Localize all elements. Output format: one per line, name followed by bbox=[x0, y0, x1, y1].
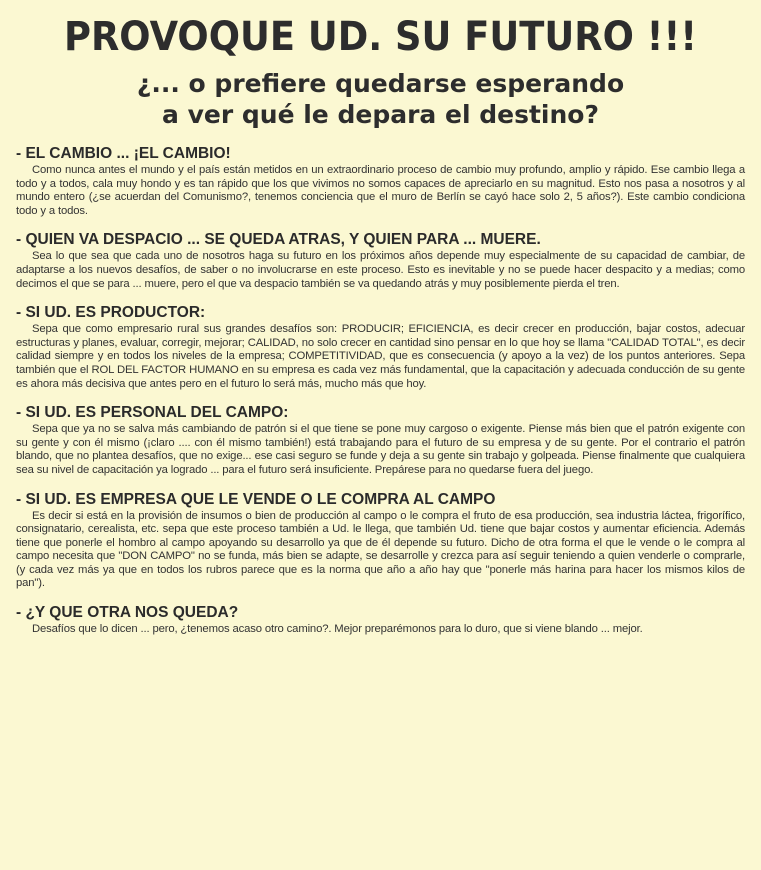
subheadline-line-2: a ver qué le depara el destino? bbox=[162, 100, 599, 129]
section-title: - SI UD. ES PRODUCTOR: bbox=[16, 304, 206, 322]
section-productor bbox=[16, 303, 745, 391]
section-personal-del-campo bbox=[16, 403, 745, 477]
section-title: - SI UD. ES PERSONAL DEL CAMPO: bbox=[16, 404, 289, 422]
section-body: Es decir si está en la provisión de insumos o bien de producción al campo o le compra el fruto de esa producción, sea industria láctea, frigorífico, consignatario, cerealista, etc. sepa que este proceso también a Ud. le llega, que también Ud. tiene que bajar costos y aumentar eficiencia. Además tiene que ponerle el hombro al campo apoyando su desarrollo ya que de él depende su futuro. Dicho de otra forma el que le vende o le compra al campo necesita que "DON CAMPO" no se funda, más bien se adapte, se desarrolle y crezca para así seguir teniendo a quien venderle o comprarle, (y cada vez más ya que en todos los rubros parece que es la norma que año a año hay que "ponerle más harina para hacer los mismos kilos de pan"). bbox=[16, 509, 745, 590]
section-body: Desafíos que lo dicen ... pero, ¿tenemos acaso otro camino?. Mejor preparémonos para lo duro, que si viene blando ... mejor. bbox=[32, 623, 643, 636]
subheadline-line-1: ¿... o prefiere quedarse esperando bbox=[136, 69, 625, 98]
headline: PROVOQUE UD. SU FUTURO !!! bbox=[63, 14, 698, 60]
section-body: Sepa que ya no se salva más cambiando de patrón si el que tiene se pone muy cargoso o exigente. Piense más bien que el patrón exigente con su gente y con él mismo (¡claro .... con él mismo también!) está trabajando para el futuro de su empresa y de su gente. Por el contrario el patrón blando, que no plantea desafíos, que no exige... ese casi seguro se funde y deja a su gente sin trabajo y golpeada. Piense finalmente que cualquiera sea su nivel de capacitación ya logrado ... para el futuro será insuficiente. Prepárese para no quedarse fuera del juego. bbox=[16, 423, 745, 476]
section-title: - EL CAMBIO ... ¡EL CAMBIO! bbox=[16, 145, 231, 162]
section-body: Sea lo que sea que cada uno de nosotros haga su futuro en los próximos años depende muy especialmente de su capacidad de cambiar, de adaptarse a los nuevos desafíos, de saber o no involucrarse en este proceso. Esto es inevitable y no se puede hacer despacito y a medias; como decimos el que se para ... muere, pero el que va despacio también se va quedando atrás y muy posiblemente pierda el tren. bbox=[16, 250, 745, 290]
subheadline bbox=[16, 68, 745, 130]
section-body: Como nunca antes el mundo y el país están metidos en un extraordinario proceso de cambio muy profundo, amplio y rápido. Ese cambio llega a todo y a todos, cala muy hondo y es tan rápido que los que vivimos no somos capaces de apreciarlo en su magnitud. Esto nos pasa a nosotros y al mundo entero (¿se acuerdan del Comunismo?, tenemos conciencia que el muro de Berlín se cayó hace solo 2, 5 años?). Este cambio condiciona todo y a todos. bbox=[16, 164, 745, 217]
section-title: - SI UD. ES EMPRESA QUE LE VENDE O LE COMPRA AL CAMPO bbox=[16, 490, 496, 508]
section-quien-va-despacio bbox=[16, 230, 745, 291]
section-que-otra-nos-queda bbox=[16, 603, 745, 637]
section-body: Sepa que como empresario rural sus grandes desafíos son: PRODUCIR; EFICIENCIA, es decir crecer en producción, bajar costos, adecuar estructuras y planes, evaluar, corregir, mejorar; CALIDAD, no solo crecer en cantidad sino pensar en lo que hoy se llama "CALIDAD TOTAL", es decir calidad siempre y en todos los niveles de la empresa; COMPETITIVIDAD, que es consecuencia (y apoyo a la vez) de los puntos anteriores. Sepa también que el ROL DEL FACTOR HUMANO en su empresa es cada vez más fundamental, que la capacitación y adecuada conducción de su gente es ahora más decisiva que antes pero en el futuro lo será más, mucho más que hoy. bbox=[16, 323, 745, 390]
section-el-cambio bbox=[16, 144, 745, 218]
section-title: - ¿Y QUE OTRA NOS QUEDA? bbox=[16, 604, 239, 622]
section-empresa bbox=[16, 490, 745, 592]
section-title: - QUIEN VA DESPACIO ... SE QUEDA ATRAS, Y QUIEN PARA ... MUERE. bbox=[16, 231, 541, 249]
